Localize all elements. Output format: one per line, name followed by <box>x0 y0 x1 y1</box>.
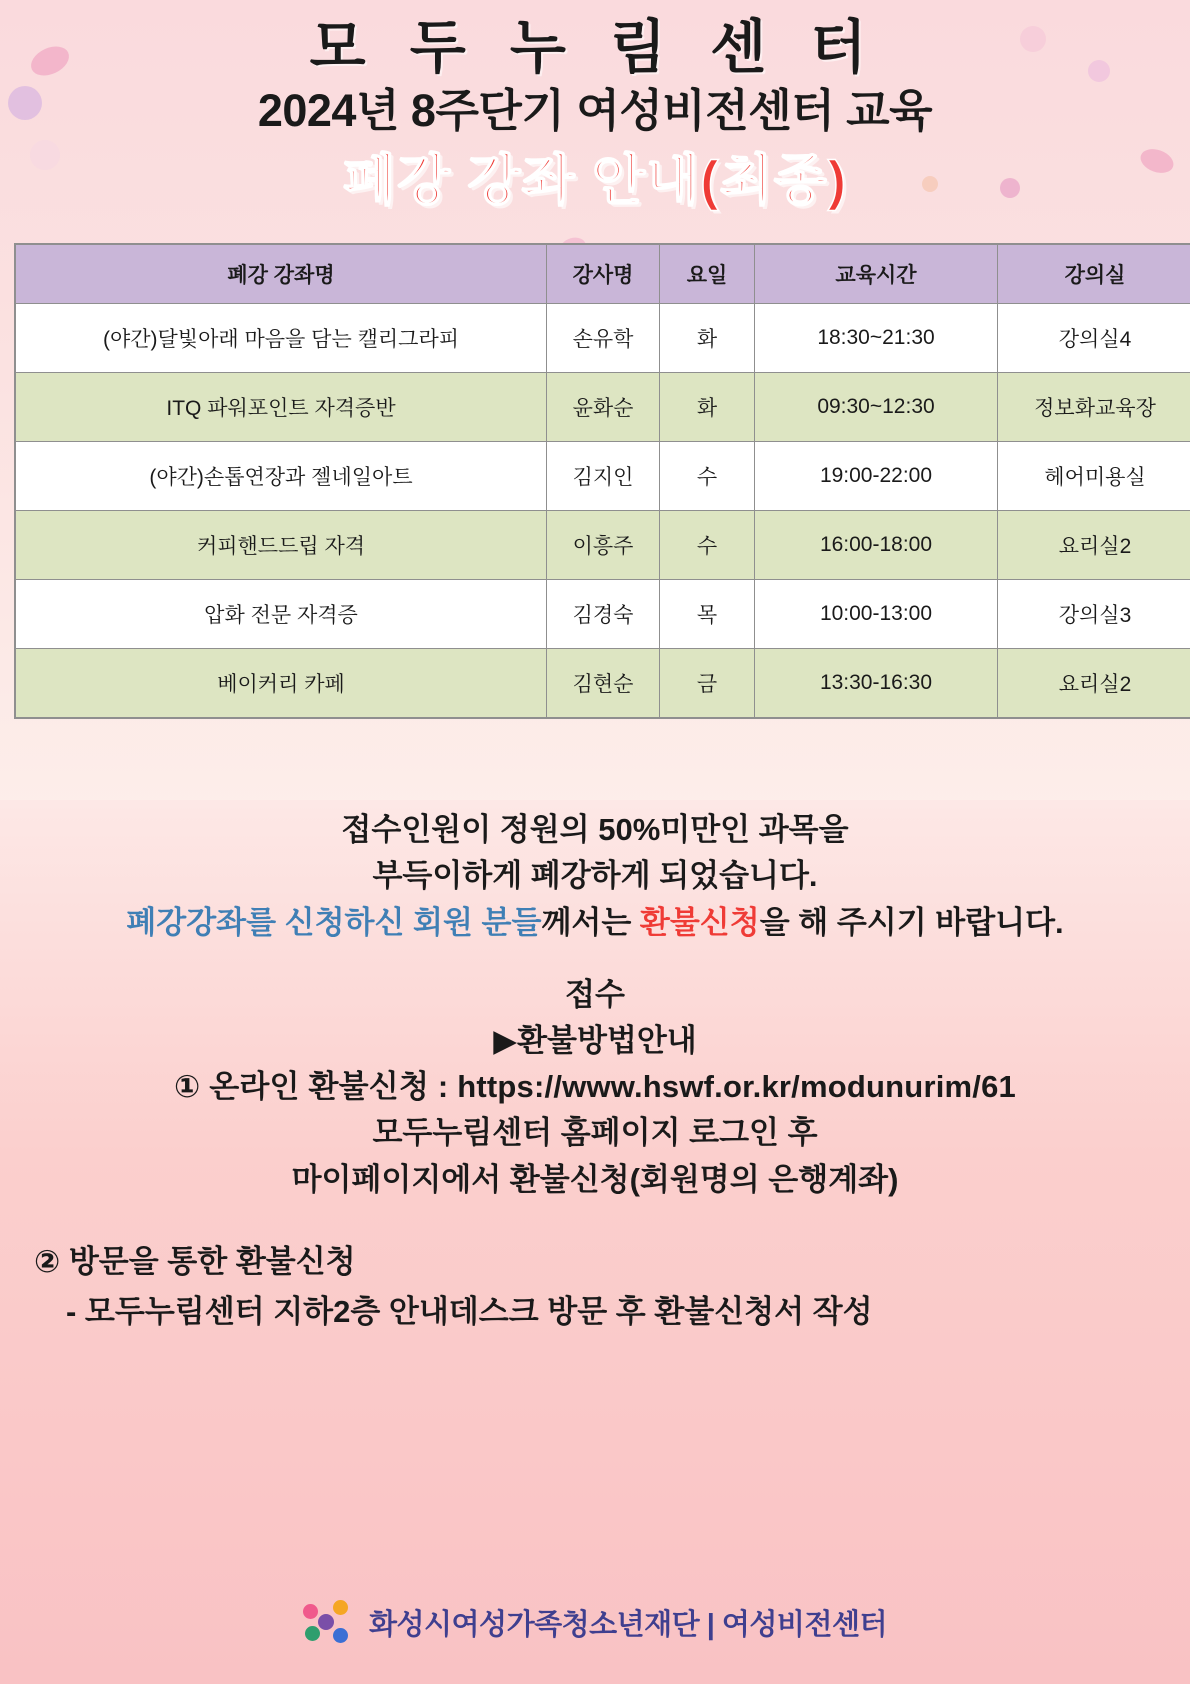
cell-day: 목 <box>660 579 755 648</box>
cell-time: 13:30-16:30 <box>755 648 998 718</box>
cell-room: 강의실3 <box>998 579 1190 648</box>
foundation-logo-icon <box>303 1600 355 1644</box>
notice-blue-text: 폐강강좌를 신청하신 회원 분들 <box>126 904 542 940</box>
cell-day: 화 <box>660 372 755 441</box>
cell-day: 금 <box>660 648 755 718</box>
cell-teacher: 이흥주 <box>547 510 660 579</box>
cell-room: 정보화교육장 <box>998 372 1190 441</box>
refund-method-heading: ▶환불방법안내 <box>493 1022 697 1058</box>
cell-room: 헤어미용실 <box>998 441 1190 510</box>
notice-mid-text: 께서는 <box>541 904 640 940</box>
column-header-room: 강의실 <box>998 244 1190 304</box>
cell-teacher: 김경숙 <box>547 579 660 648</box>
footer-organization: 화성시여성가족청소년재단 | 여성비전센터 <box>369 1608 887 1641</box>
table-row <box>15 510 1190 579</box>
refund-online-link[interactable]: ① 온라인 환불신청 : https://www.hswf.or.kr/modunurim/61 <box>174 1068 1016 1104</box>
table-row <box>15 372 1190 441</box>
poster-header <box>0 0 1190 217</box>
cell-course-name: (야간)달빛아래 마음을 담는 캘리그라피 <box>15 303 547 372</box>
refund-online-step-1: 모두누림센터 홈페이지 로그인 후 <box>372 1115 818 1151</box>
refund-visit-section <box>0 1237 1190 1336</box>
notice-section <box>0 807 1190 1203</box>
page-title: 모 두 누 림 센 터 <box>309 15 881 80</box>
column-header-day: 요일 <box>660 244 755 304</box>
cell-teacher: 김현순 <box>547 648 660 718</box>
column-header-time: 교육시간 <box>755 244 998 304</box>
column-header-course-name: 폐강 강좌명 <box>15 244 547 304</box>
cell-time: 19:00-22:00 <box>755 441 998 510</box>
course-table-container <box>14 243 1176 719</box>
notice-line-3 <box>0 900 1190 947</box>
notice-line-1: 접수인원이 정원의 50%미만인 과목을 <box>341 811 849 847</box>
table-row <box>15 303 1190 372</box>
cell-teacher: 윤화순 <box>547 372 660 441</box>
cell-room: 요리실2 <box>998 510 1190 579</box>
refund-online-step-2: 마이페이지에서 환불신청(회원명의 은행계좌) <box>291 1161 899 1197</box>
page-highlight-title: 폐강 강좌 안내(최종) <box>342 149 848 212</box>
cell-course-name: 베이커리 카페 <box>15 648 547 718</box>
table-row <box>15 648 1190 718</box>
table-row <box>15 441 1190 510</box>
cell-course-name: 압화 전문 자격증 <box>15 579 547 648</box>
cell-course-name: (야간)손톱연장과 젤네일아트 <box>15 441 547 510</box>
cell-teacher: 손유학 <box>547 303 660 372</box>
refund-visit-detail: - 모두누림센터 지하2층 안내데스크 방문 후 환불신청서 작성 <box>66 1293 873 1329</box>
cell-day: 수 <box>660 510 755 579</box>
notice-line-2: 부득이하게 폐강하게 되었습니다. <box>372 858 818 894</box>
notice-red-text: 환불신청 <box>639 904 760 940</box>
page-subtitle: 2024년 8주단기 여성비전센터 교육 <box>257 84 933 136</box>
cell-time: 10:00-13:00 <box>755 579 998 648</box>
footer <box>0 1600 1190 1644</box>
cell-time: 09:30~12:30 <box>755 372 998 441</box>
cancelled-courses-table <box>14 243 1190 719</box>
refund-visit-heading: ② 방문을 통한 환불신청 <box>34 1244 356 1280</box>
column-header-teacher: 강사명 <box>547 244 660 304</box>
reception-label: 접수 <box>565 977 625 1013</box>
cell-course-name: 커피핸드드립 자격 <box>15 510 547 579</box>
cell-day: 화 <box>660 303 755 372</box>
notice-end-text: 을 해 주시기 바랍니다. <box>759 904 1064 940</box>
cell-day: 수 <box>660 441 755 510</box>
cell-room: 요리실2 <box>998 648 1190 718</box>
cell-time: 16:00-18:00 <box>755 510 998 579</box>
table-row <box>15 579 1190 648</box>
cell-room: 강의실4 <box>998 303 1190 372</box>
table-header-row <box>15 244 1190 304</box>
cell-time: 18:30~21:30 <box>755 303 998 372</box>
cell-teacher: 김지인 <box>547 441 660 510</box>
cell-course-name: ITQ 파워포인트 자격증반 <box>15 372 547 441</box>
